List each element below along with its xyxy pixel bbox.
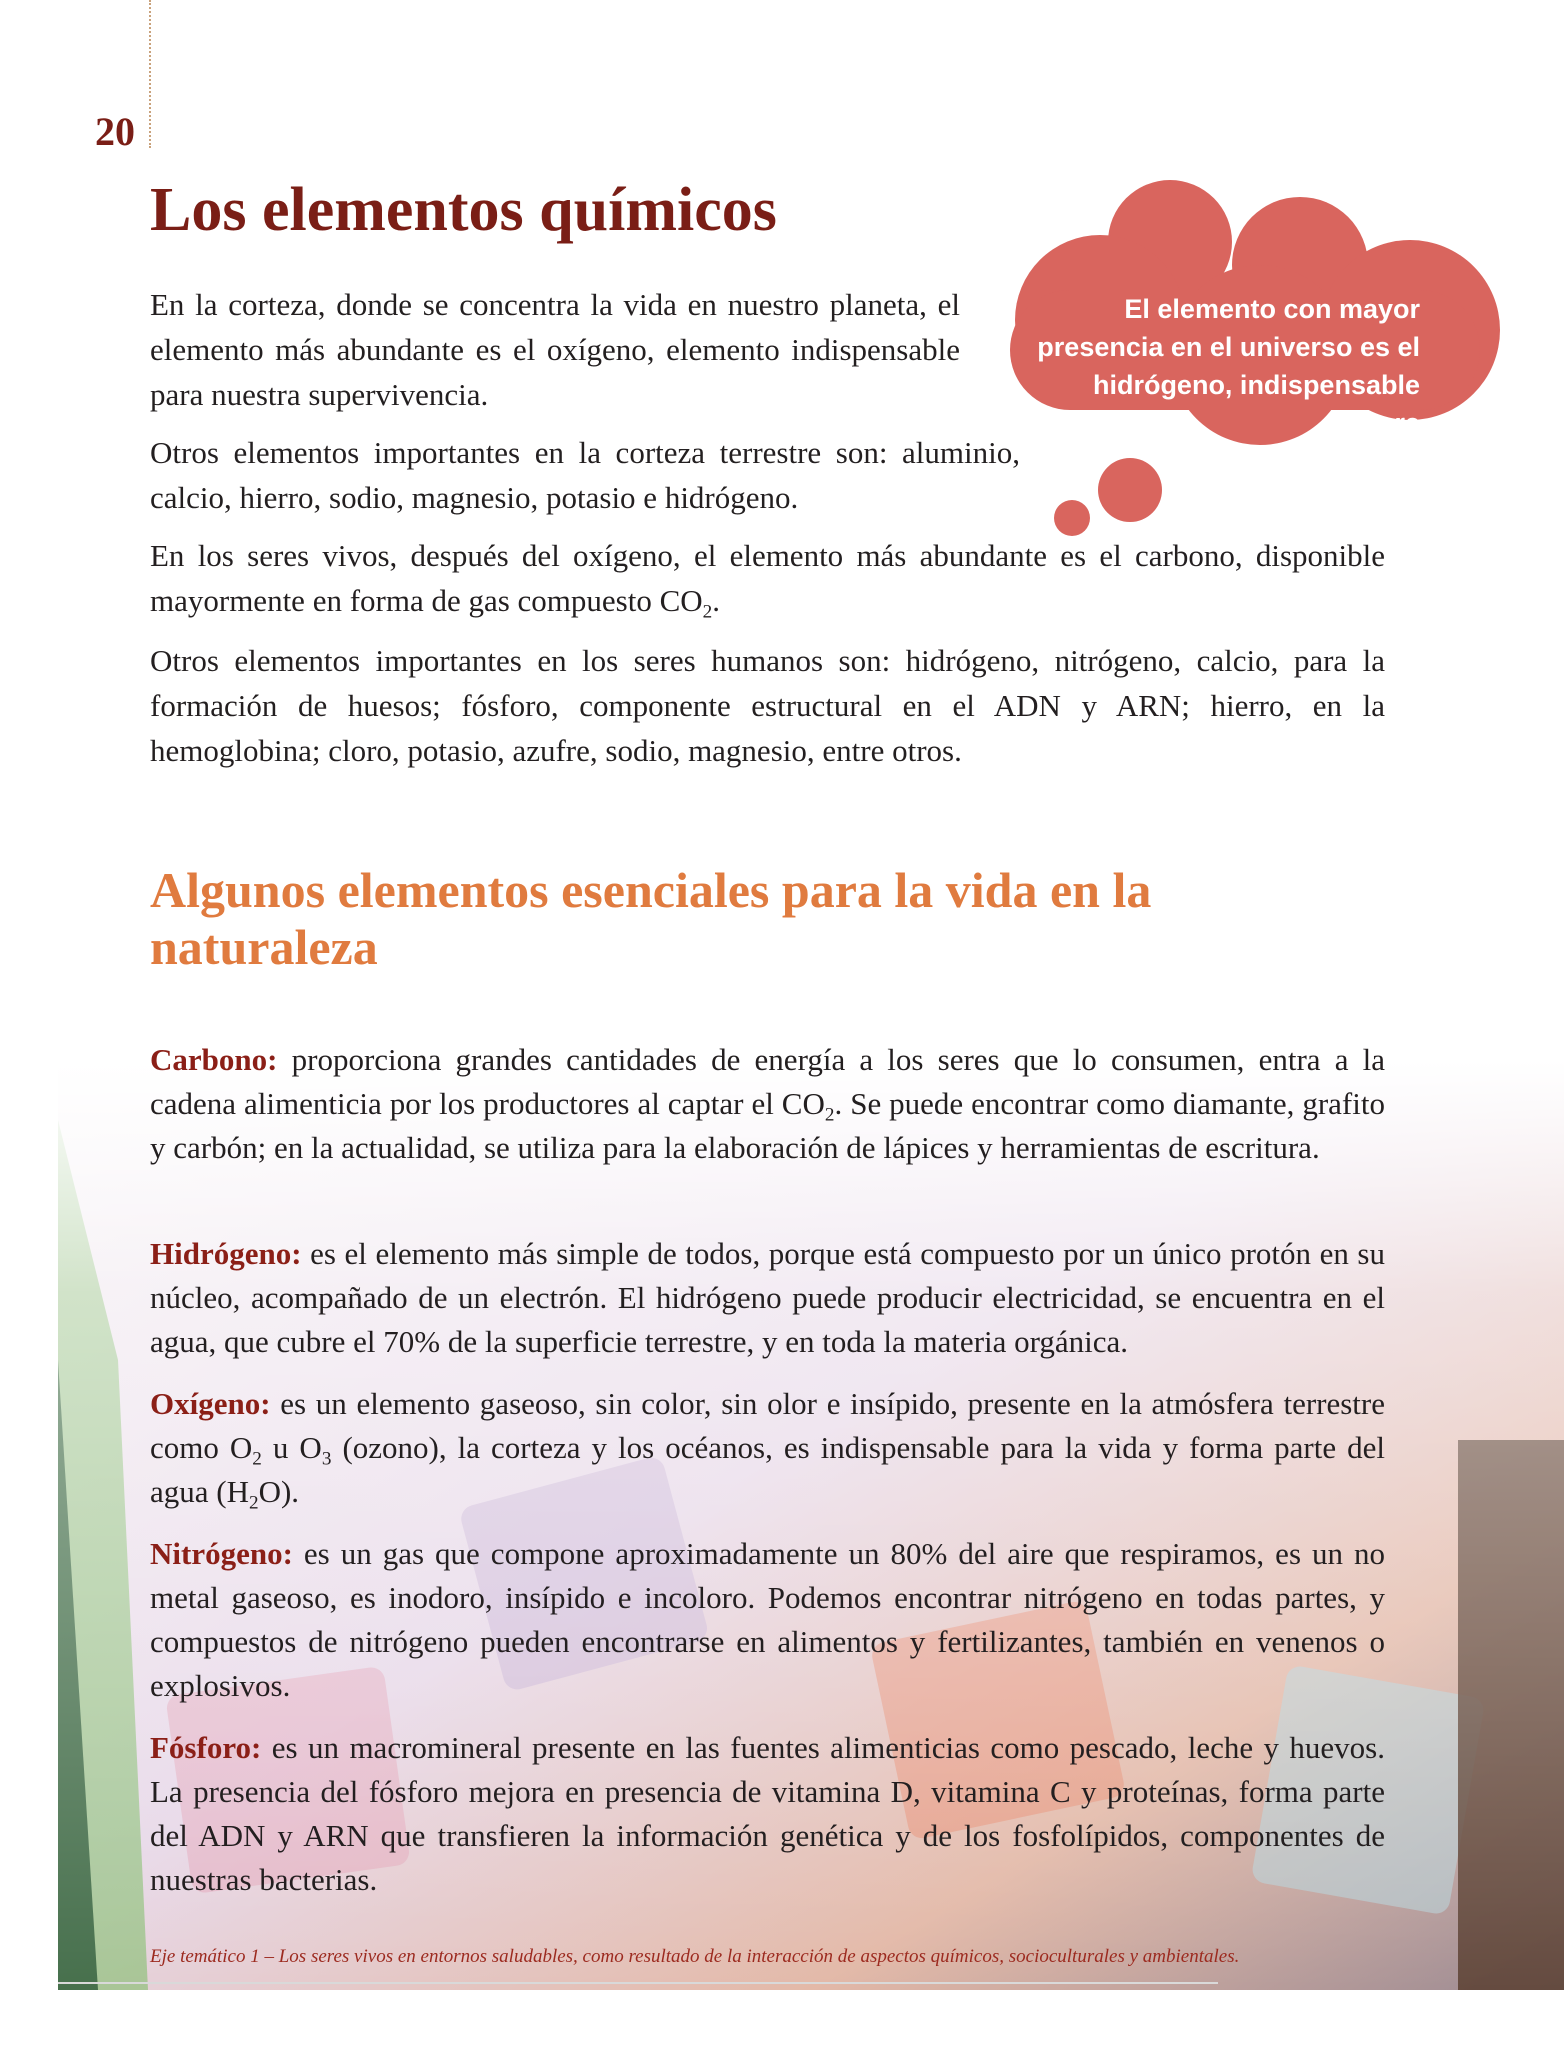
element-oxigeno: Oxígeno: es un elemento gaseoso, sin color, sin olor e insípido, presente en la atmósfera terrestre como $O_2$ u $O_3$ (ozono), la corteza y los océanos, es indispensable para la vida y forma parte del agua $(H_2O)$. (150, 1386, 1385, 1514)
intro-paragraph-1: En la corteza, donde se concentra la vida en nuestro planeta, el elemento más abundante es el oxígeno, elemento indispensable para nuestra supervivencia. (150, 287, 960, 412)
element-carbono: Carbono: proporciona grandes cantidades de energía a los seres que lo consumen, entra a la cadena alimenticia por los productores al captar el $CO_2$. Se puede encontrar como diamante, grafito y carbón; en la actualidad, se utiliza para la elaboración de lápices y herramientas de escritura. (150, 1042, 1385, 1165)
intro-paragraph-3: En los seres vivos, después del oxígeno, el elemento más abundante es el carbono, disponible mayormente en forma de gas compuesto $CO_2$. (150, 538, 1385, 623)
margin-dotted-line (149, 0, 151, 148)
bottom-divider (58, 1982, 1218, 1984)
section-subtitle: Algunos elementos esenciales para la vida en la naturaleza (150, 862, 1152, 975)
element-fosforo: Fósforo: es un macromineral presente en las fuentes alimenticias como pescado, leche y huevos. La presencia del fósforo mejora en presencia de vitamina D, vitamina C y proteínas, forma parte del ADN y ARN que transfieren la información genética y de los fosfolípidos, componentes de nuestras bacterias. (150, 1730, 1385, 1897)
intro-paragraph-2: Otros elementos importantes en la corteza terrestre son: aluminio, calcio, hierro, sodio, magnesio, potasio e hidrógeno. (150, 435, 1020, 515)
page-footer: Eje temático 1 – Los seres vivos en entornos saludables, como resultado de la interacción de aspectos químicos, socioculturales y ambientales. (150, 1946, 1240, 1967)
element-hidrogeno: Hidrógeno: es el elemento más simple de todos, porque está compuesto por un único protón en su núcleo, acompañado de un electrón. El hidrógeno puede producir electricidad, se encuentra en el agua, que cubre el 70% de la superficie terrestre, y en toda la materia orgánica. (150, 1236, 1385, 1359)
element-nitrogeno: Nitrógeno: es un gas que compone aproximadamente un 80% del aire que respiramos, es un no metal gaseoso, es inodoro, insípido e incoloro. Podemos encontrar nitrógeno en todas partes, y compuestos de nitrógeno pueden encontrarse en alimentos y fertilizantes, también en venenos o explosivos. (150, 1536, 1385, 1703)
page-number: 20 (95, 109, 135, 154)
intro-paragraph-4: Otros elementos importantes en los seres humanos son: hidrógeno, nitrógeno, calcio, para la formación de huesos; fósforo, componente estructural en el ADN y ARN; hierro, en la hemoglobina; cloro, potasio, azufre, sodio, magnesio, entre otros. (150, 643, 1385, 768)
callout-text: El elemento con mayor presencia en el universo es el hidrógeno, indispensable para las estrellas. (1037, 294, 1420, 476)
page-title: Los elementos químicos (150, 176, 777, 244)
